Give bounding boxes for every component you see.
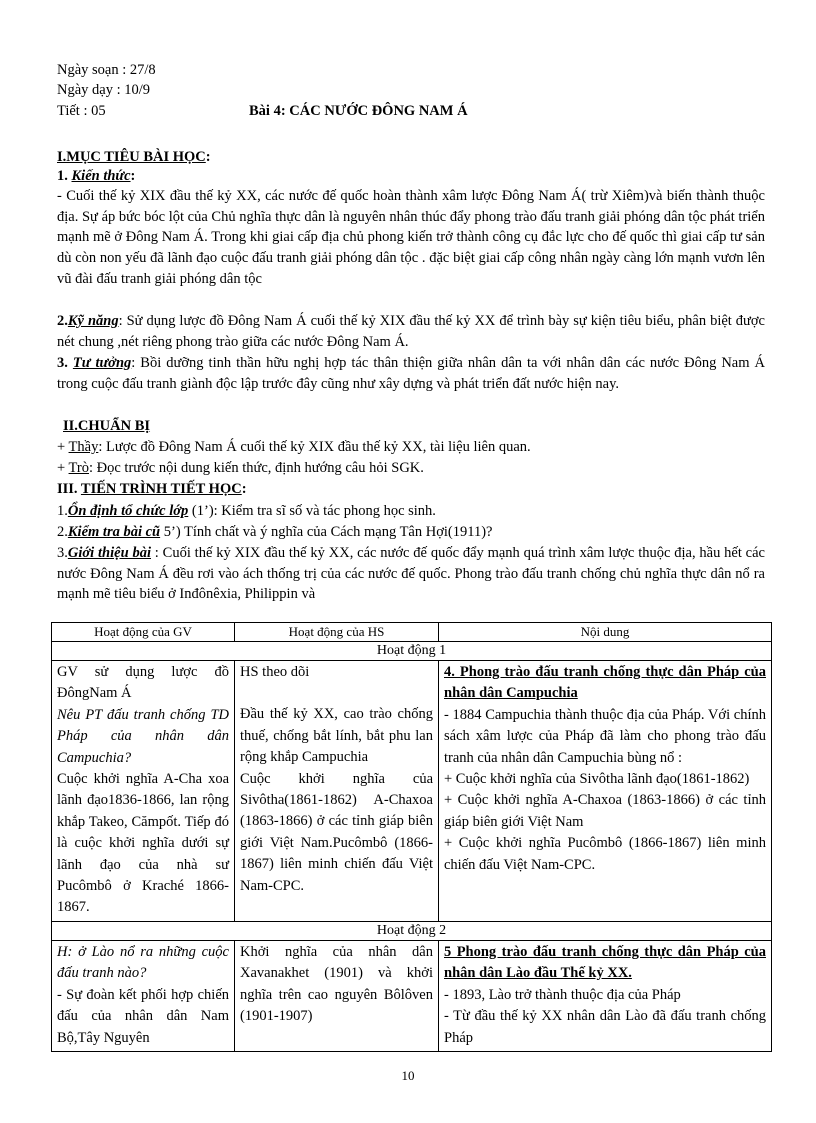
step1 (57, 501, 436, 521)
lesson-table (51, 622, 772, 1052)
table-row (52, 661, 772, 922)
a1-gv-question: Nêu PT đấu tranh chống TD Pháp của nhân dân Campuchia? (57, 706, 229, 766)
student-prefix: + (57, 460, 69, 476)
thought-label: Tư tưởng (72, 355, 132, 371)
skill-label: Kỹ năng (67, 313, 119, 329)
header-student-activity: Hoạt động của HS (235, 623, 439, 642)
step1-num: 1. (57, 503, 68, 519)
step3-num: 3. (57, 545, 68, 561)
teacher-prep (57, 437, 531, 457)
a2-student-cell (235, 940, 439, 1051)
a1-nd-4: + Cuộc khởi nghĩa Pucômbô (1866-1867) liên minh chiến đấu Việt Nam-CPC. (444, 835, 766, 873)
step2 (57, 522, 492, 542)
section1-heading (57, 147, 211, 167)
a2-nd-1: - 1893, Lào trở thành thuộc địa của Pháp (444, 986, 681, 1003)
student-text: : Đọc trước nội dung kiến thức, định hướng câu hỏi SGK. (88, 460, 424, 476)
a1-hs-3: Cuộc khởi nghĩa của Sivôtha(1861-1862) A-Chaxoa (1863-1866) ở các tỉnh giáp biên giới Việt Nam.Pucômbô (1866-1867) liên minh chiến đấu Việt Nam-CPC. (240, 770, 433, 894)
step2-text: 5’) Tính chất và ý nghĩa của Cách mạng Tân Hợi(1911)? (160, 524, 493, 540)
a2-content-cell (439, 940, 772, 1051)
teacher-label: Thầy (68, 439, 99, 455)
step1-label: Ổn định tổ chức lớp (67, 503, 189, 519)
section1-title: I.MỤC TIÊU BÀI HỌC (57, 149, 206, 165)
a2-content-title: 5 Phong trào đấu tranh chống thực dân Pháp của nhân dân Lào đầu Thế kỷ XX. (444, 943, 766, 982)
thought-paragraph (57, 353, 765, 394)
a1-hs-2: Đầu thế kỷ XX, cao trào chống thuế, chống bắt lính, bắt phu lan rộng khắp Campuchia (240, 706, 433, 766)
a1-nd-3: + Cuộc khởi nghĩa A-Chaxoa (1863-1866) ở các tỉnh giáp biên giới Việt Nam (444, 792, 766, 830)
step2-num: 2. (57, 524, 68, 540)
section2-title: II.CHUẨN BỊ (63, 418, 151, 434)
step3-text: : Cuối thế kỷ XIX đầu thế kỷ XX, các nước đế quốc đẩy mạnh quá trình xâm lược thuộc địa, hầu hết các nước Đông Nam Á đều rơi vào ách thống trị của các nước đế quốc. Phong trào đấu tranh chống chủ nghĩa thực dân nổ ra mạnh mẽ tiêu biểu ở Inđônêxia, Philippin và (57, 545, 765, 603)
step3-paragraph (57, 543, 765, 605)
activity-1-label: Hoạt động 1 (52, 642, 772, 661)
a1-nd-2: + Cuộc khởi nghĩa của Sivôtha lãnh đạo(1861-1862) (444, 771, 750, 788)
section3-prefix: III. (57, 481, 81, 497)
a1-nd-1: - 1884 Campuchia thành thuộc địa của Pháp. Với chính sách xâm lược của Pháp đã làm cho phong trào đấu tranh của nhân dân Campuchia bùng nổ : (444, 706, 766, 766)
a1-content-title: 4. Phong trào đấu tranh chống thực dân Pháp của nhân dân Campuchia (444, 664, 766, 702)
knowledge-colon: : (130, 168, 136, 184)
a1-student-cell (235, 661, 439, 922)
a2-gv-2: - Sự đoàn kết phối hợp chiến đấu của nhân dân Nam Bộ,Tây Nguyên (57, 986, 229, 1046)
section3-colon: : (241, 481, 247, 497)
a2-gv-question: H: ở Lào nổ ra những cuộc đấu tranh nào? (57, 943, 229, 982)
step3-label: Giới thiệu bài (67, 545, 151, 561)
section1-colon: : (205, 149, 211, 165)
header-teacher-activity: Hoạt động của GV (52, 623, 235, 642)
a1-gv-3: Cuộc khởi nghĩa A-Cha xoa lãnh đạo1836-1866, lan rộng khắp Takeo, Cămpốt. Tiếp đó là cuộc khởi nghĩa dưới sự lãnh đạo của nhà sư Pucômbô ở Kraché 1866-1867. (57, 771, 229, 916)
a1-teacher-cell (52, 661, 235, 922)
teacher-text: : Lược đồ Đông Nam Á cuối thế kỷ XIX đầu thế kỷ XX, tài liệu liên quan. (98, 439, 531, 455)
thought-num: 3. (57, 355, 73, 371)
knowledge-num: 1. (57, 168, 72, 184)
a1-content-cell (439, 661, 772, 922)
date-prepared: Ngày soạn : 27/8 (57, 62, 156, 78)
a1-gv-1: GV sử dụng lược đồ ĐôngNam Á (57, 664, 229, 702)
skill-paragraph (57, 311, 765, 352)
knowledge-paragraph: - Cuối thế kỷ XIX đầu thế kỷ XX, các nước đế quốc hoàn thành xâm lược Đông Nam Á( trừ Xiêm)và biến thành thuộc địa. Sự áp bức bóc lột của Chủ nghĩa thực dân là nguyên nhân thúc đẩy phong trào đấu tranh giải phóng dân tộc phát triển mạnh mẽ ở Đông Nam Á. Trong khi giai cấp địa chủ phong kiến trở thành công cụ đắc lực cho đế quốc thì giai cấp tư sản dù còn non yếu đã lãnh đạo cuộc đấu tranh giải phóng dân tộc . đặc biệt giai cấp công nhân ngày càng lớn mạnh vươn lên vũ đài đấu tranh giải phóng dân tộc (57, 188, 765, 287)
student-label: Trò (68, 460, 89, 476)
section3-title: TIẾN TRÌNH TIẾT HỌC (80, 481, 242, 497)
student-prep (57, 458, 424, 478)
date-taught: Ngày dạy : 10/9 (57, 82, 151, 98)
section3-heading (57, 479, 247, 499)
table-header-row (52, 623, 772, 642)
table-row (52, 940, 772, 1051)
a1-hs-1: HS theo dõi (240, 664, 310, 680)
activity-2-label: Hoạt động 2 (52, 921, 772, 940)
period: Tiết : 05 (57, 103, 106, 119)
skill-text: : Sử dụng lược đồ Đông Nam Á cuối thế kỷ XIX đầu thế kỷ XX để trình bày sự kiện tiêu biểu, phân biệt được nét chung ,nét riêng phong trào giữa các nước Đông Nam Á. (57, 313, 765, 350)
lesson-title: Bài 4: CÁC NƯỚC ĐÔNG NAM Á (249, 103, 468, 119)
step1-text: (1’): Kiểm tra sĩ số và tác phong học sinh. (188, 503, 436, 519)
thought-text: : Bồi dưỡng tinh thần hữu nghị hợp tác thân thiện giữa nhân dân ta với nhân dân các nước Đông Nam Á trong cuộc đấu tranh giành độc lập trước đây cũng như xây dựng và phát triển đất nước hiện nay. (57, 355, 766, 392)
step2-label: Kiểm tra bài cũ (67, 524, 161, 540)
teacher-prefix: + (57, 439, 69, 455)
a2-nd-2: - Từ đầu thế kỷ XX nhân dân Lào đã đấu tranh chống Pháp (444, 1008, 766, 1046)
page-number: 10 (401, 1068, 415, 1083)
knowledge-heading (57, 166, 135, 186)
a1-hs-spacer (240, 683, 433, 704)
activity-1-row (52, 642, 772, 661)
a2-teacher-cell (52, 940, 235, 1051)
a2-hs-1: Khởi nghĩa của nhân dân Xavanakhet (1901) và khởi nghĩa trên cao nguyên Bôlôven (1901-1907) (240, 943, 433, 1025)
activity-2-row (52, 921, 772, 940)
header-content: Nội dung (439, 623, 772, 642)
skill-num: 2. (57, 313, 68, 329)
knowledge-label: Kiến thức (71, 168, 131, 184)
